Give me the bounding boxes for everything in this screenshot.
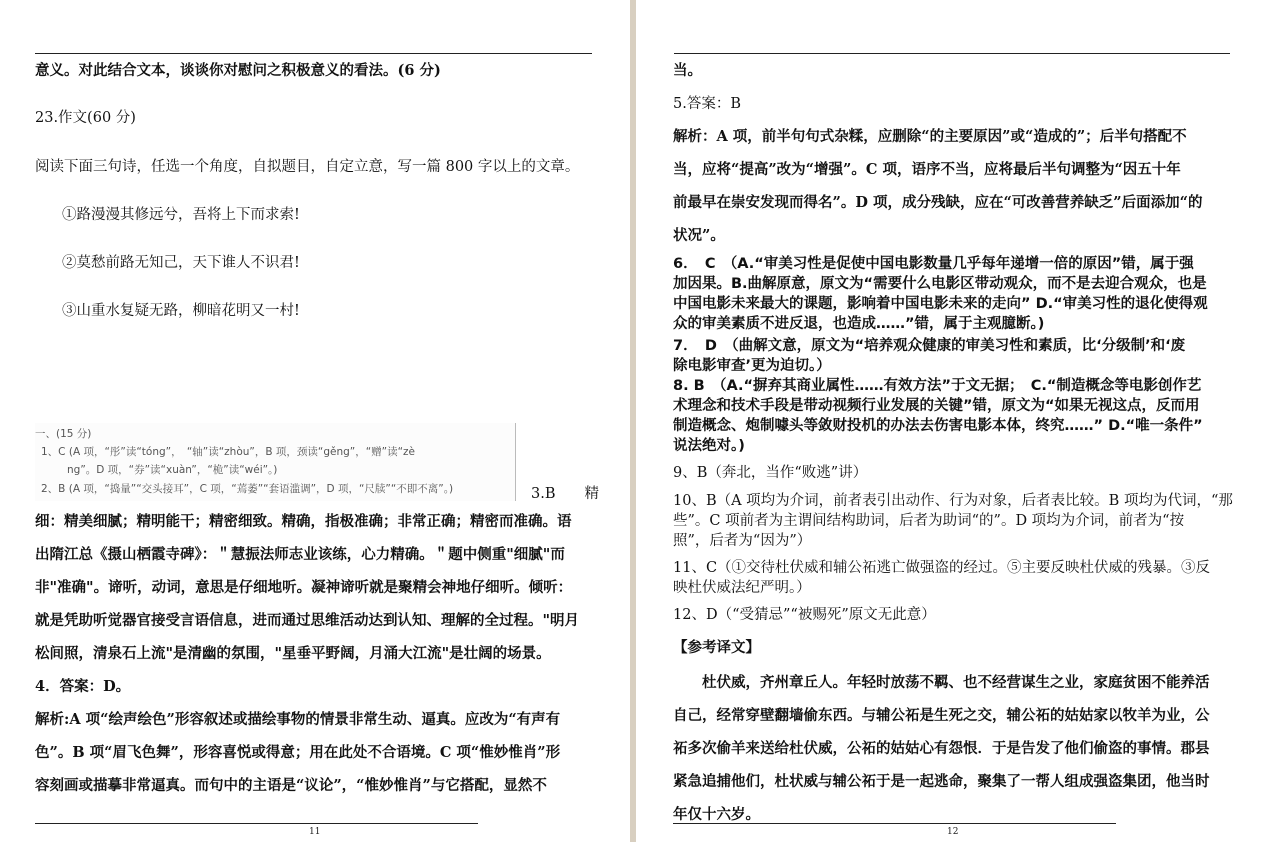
body-line: 年仅十六岁。 xyxy=(673,806,760,823)
answer-3-label: 3.B 精 xyxy=(531,486,599,502)
body-line: 前最早在崇安发现而得名”。D 项，成分残缺，应在“可改善营养缺乏”后面添加“的 xyxy=(673,194,1203,211)
document-page-left xyxy=(0,0,630,842)
body-line: 照”，后者为“因为”） xyxy=(673,533,812,549)
body-line: 松间照，清泉石上流"是清幽的氛围，"星垂平野阔，月涌大江流"是壮阔的场景。 xyxy=(35,645,551,662)
answer-7: 7． D （曲解文意，原文为“培养观众健康的审美习性和素质，比‘分级制’和‘废 xyxy=(673,338,1186,354)
poem-line-3: ③山重水复疑无路，柳暗花明又一村! xyxy=(62,303,300,319)
body-line: 当，应将“提高”改为“增强”。C 项，语序不当，应将最后半句调整为“因五十年 xyxy=(673,161,1181,178)
body-line: 制造概念、炮制噱头等敛财投机的办法去伤害电影本体，终究……” D.“唯一条件” xyxy=(673,418,1203,434)
body-line: 非"准确"。谛听，动词，意思是仔细地听。凝神谛听就是聚精会神地仔细听。倾听： xyxy=(35,579,573,596)
poem-line-2: ②莫愁前路无知己，天下谁人不识君! xyxy=(62,255,300,271)
footer-rule xyxy=(35,823,478,824)
page-number: 12 xyxy=(947,827,959,837)
answer-10: 10、B（A 项均为介词，前者表引出动作、行为对象，后者表比较。B 项均为代词，“那 xyxy=(673,493,1233,509)
translation-heading: 【参考译文】 xyxy=(673,639,760,656)
poem-line-1: ①路漫漫其修远兮，吾将上下而求索! xyxy=(62,207,300,223)
body-line: 细：精美细腻；精明能干；精密细致。精确，指极准确；非常正确；精密而准确。语 xyxy=(35,513,572,530)
scan-line: 2、B (A 项，“捣量”“交头接耳”，C 项，“蔫萎”“套语滥调”，D 项，“尺牍”“不即不离”。) xyxy=(41,483,454,495)
body-line: 除电影审查’更为迫切。） xyxy=(673,358,831,374)
essay-prompt: 阅读下面三句诗，任选一个角度，自拟题目，自定立意，写一篇 800 字以上的文章。 xyxy=(35,159,580,175)
answer-5-label: 5.答案：B xyxy=(673,96,741,112)
body-line: 加因果。B.曲解原意，原文为“需要什么电影区带动观众，而不是去迎合观众，也是 xyxy=(673,276,1207,292)
scan-line: ng”。D 项，“券”读“xuàn”，“桅”读“wéi”。) xyxy=(67,464,278,476)
body-line: 解析：A 项，前半句句式杂糅，应删除“的主要原因”或“造成的”；后半句搭配不 xyxy=(673,128,1187,145)
question-23-title: 23.作文(60 分) xyxy=(35,110,136,126)
page-number: 11 xyxy=(309,827,321,837)
body-line: 自己，经常穿壁翻墙偷东西。与辅公祏是生死之交，辅公祏的姑姑家以牧羊为业，公 xyxy=(673,707,1210,724)
translation-paragraph: 杜伏威，齐州章丘人。年轻时放荡不羁、也不经营谋生之业，家庭贫困不能养活 xyxy=(702,674,1210,691)
body-line: 众的审美素质不进反退，也造成……”错，属于主观臆断。) xyxy=(673,316,1045,332)
body-line: 容刻画或描摹非常逼真。而句中的主语是“议论”，“惟妙惟肖”与它搭配，显然不 xyxy=(35,777,547,794)
body-line: 紧急追捕他们，杜状威与辅公祏于是一起逃命，聚集了一帮人组成强盗集团，他当时 xyxy=(673,773,1210,790)
scan-line: 1、C (A 项，“彤”读“tóng”， “轴”读“zhòu”，B 项，颈读“gěng”，“赠”读“zè xyxy=(41,446,415,458)
header-rule xyxy=(674,53,1230,54)
body-line: 就是凭助听觉器官接受言语信息，进而通过思维活动达到认知、理解的全过程。"明月 xyxy=(35,612,580,629)
body-line: 当。 xyxy=(673,62,702,79)
body-line: 色”。B 项“眉飞色舞”，形容喜悦或得意；用在此处不合语境。C 项“惟妙惟肖”形 xyxy=(35,744,561,761)
answer-4-label: 4．答案：D。 xyxy=(35,678,131,695)
body-line: 说法绝对。) xyxy=(673,438,745,454)
answer-11: 11、C（①交待杜伏威和辅公祏逃亡做强盗的经过。⑤主要反映杜伏威的残暴。③反 xyxy=(673,560,1211,576)
body-line: 出隋江总《摄山栖霞寺碑》：＂慧振法师志业该练，心力精确。＂题中侧重"细腻"而 xyxy=(35,546,565,563)
question-22-tail: 意义。对此结合文本，谈谈你对慰问之积极意义的看法。(6 分) xyxy=(35,62,441,79)
answer-8: 8. B （A.“摒弃其商业属性……有效方法”于文无据； C.“制造概念等电影创作艺 xyxy=(673,378,1202,394)
answer-12: 12、D（“受猜忌”“被赐死”原文无此意） xyxy=(673,607,936,623)
scan-line: 一、(15 分) xyxy=(35,428,92,440)
body-line: 术理念和技术手段是带动视频行业发展的关键”错，原文为“如果无视这点，反而用 xyxy=(673,398,1200,414)
scanned-answer-image xyxy=(35,423,516,501)
body-line: 些”。C 项前者为主谓间结构助词，后者为助词“的”。D 项均为介词，前者为“按 xyxy=(673,513,1185,529)
answer-9: 9、B（奔北，当作“败逃”讲） xyxy=(673,465,868,481)
body-line: 解析:A 项“绘声绘色”形容叙述或描绘事物的情景非常生动、逼真。应改为“有声有 xyxy=(35,711,561,728)
header-rule xyxy=(35,53,592,54)
document-page-right xyxy=(636,0,1266,842)
body-line: 映杜伏威法纪严明。） xyxy=(673,580,811,596)
answer-6: 6． C （A.“审美习性是促使中国电影数量几乎每年递增一倍的原因”错，属于强 xyxy=(673,256,1194,272)
footer-rule xyxy=(673,823,1116,824)
body-line: 状况”。 xyxy=(673,227,725,244)
body-line: 祏多次偷羊来送给杜伏威，公祏的姑姑心有怨恨．于是告发了他们偷盗的事情。郡县 xyxy=(673,740,1210,757)
body-line: 中国电影未来最大的课题，影响着中国电影未来的走向” D.“审美习性的退化使得观 xyxy=(673,296,1208,312)
